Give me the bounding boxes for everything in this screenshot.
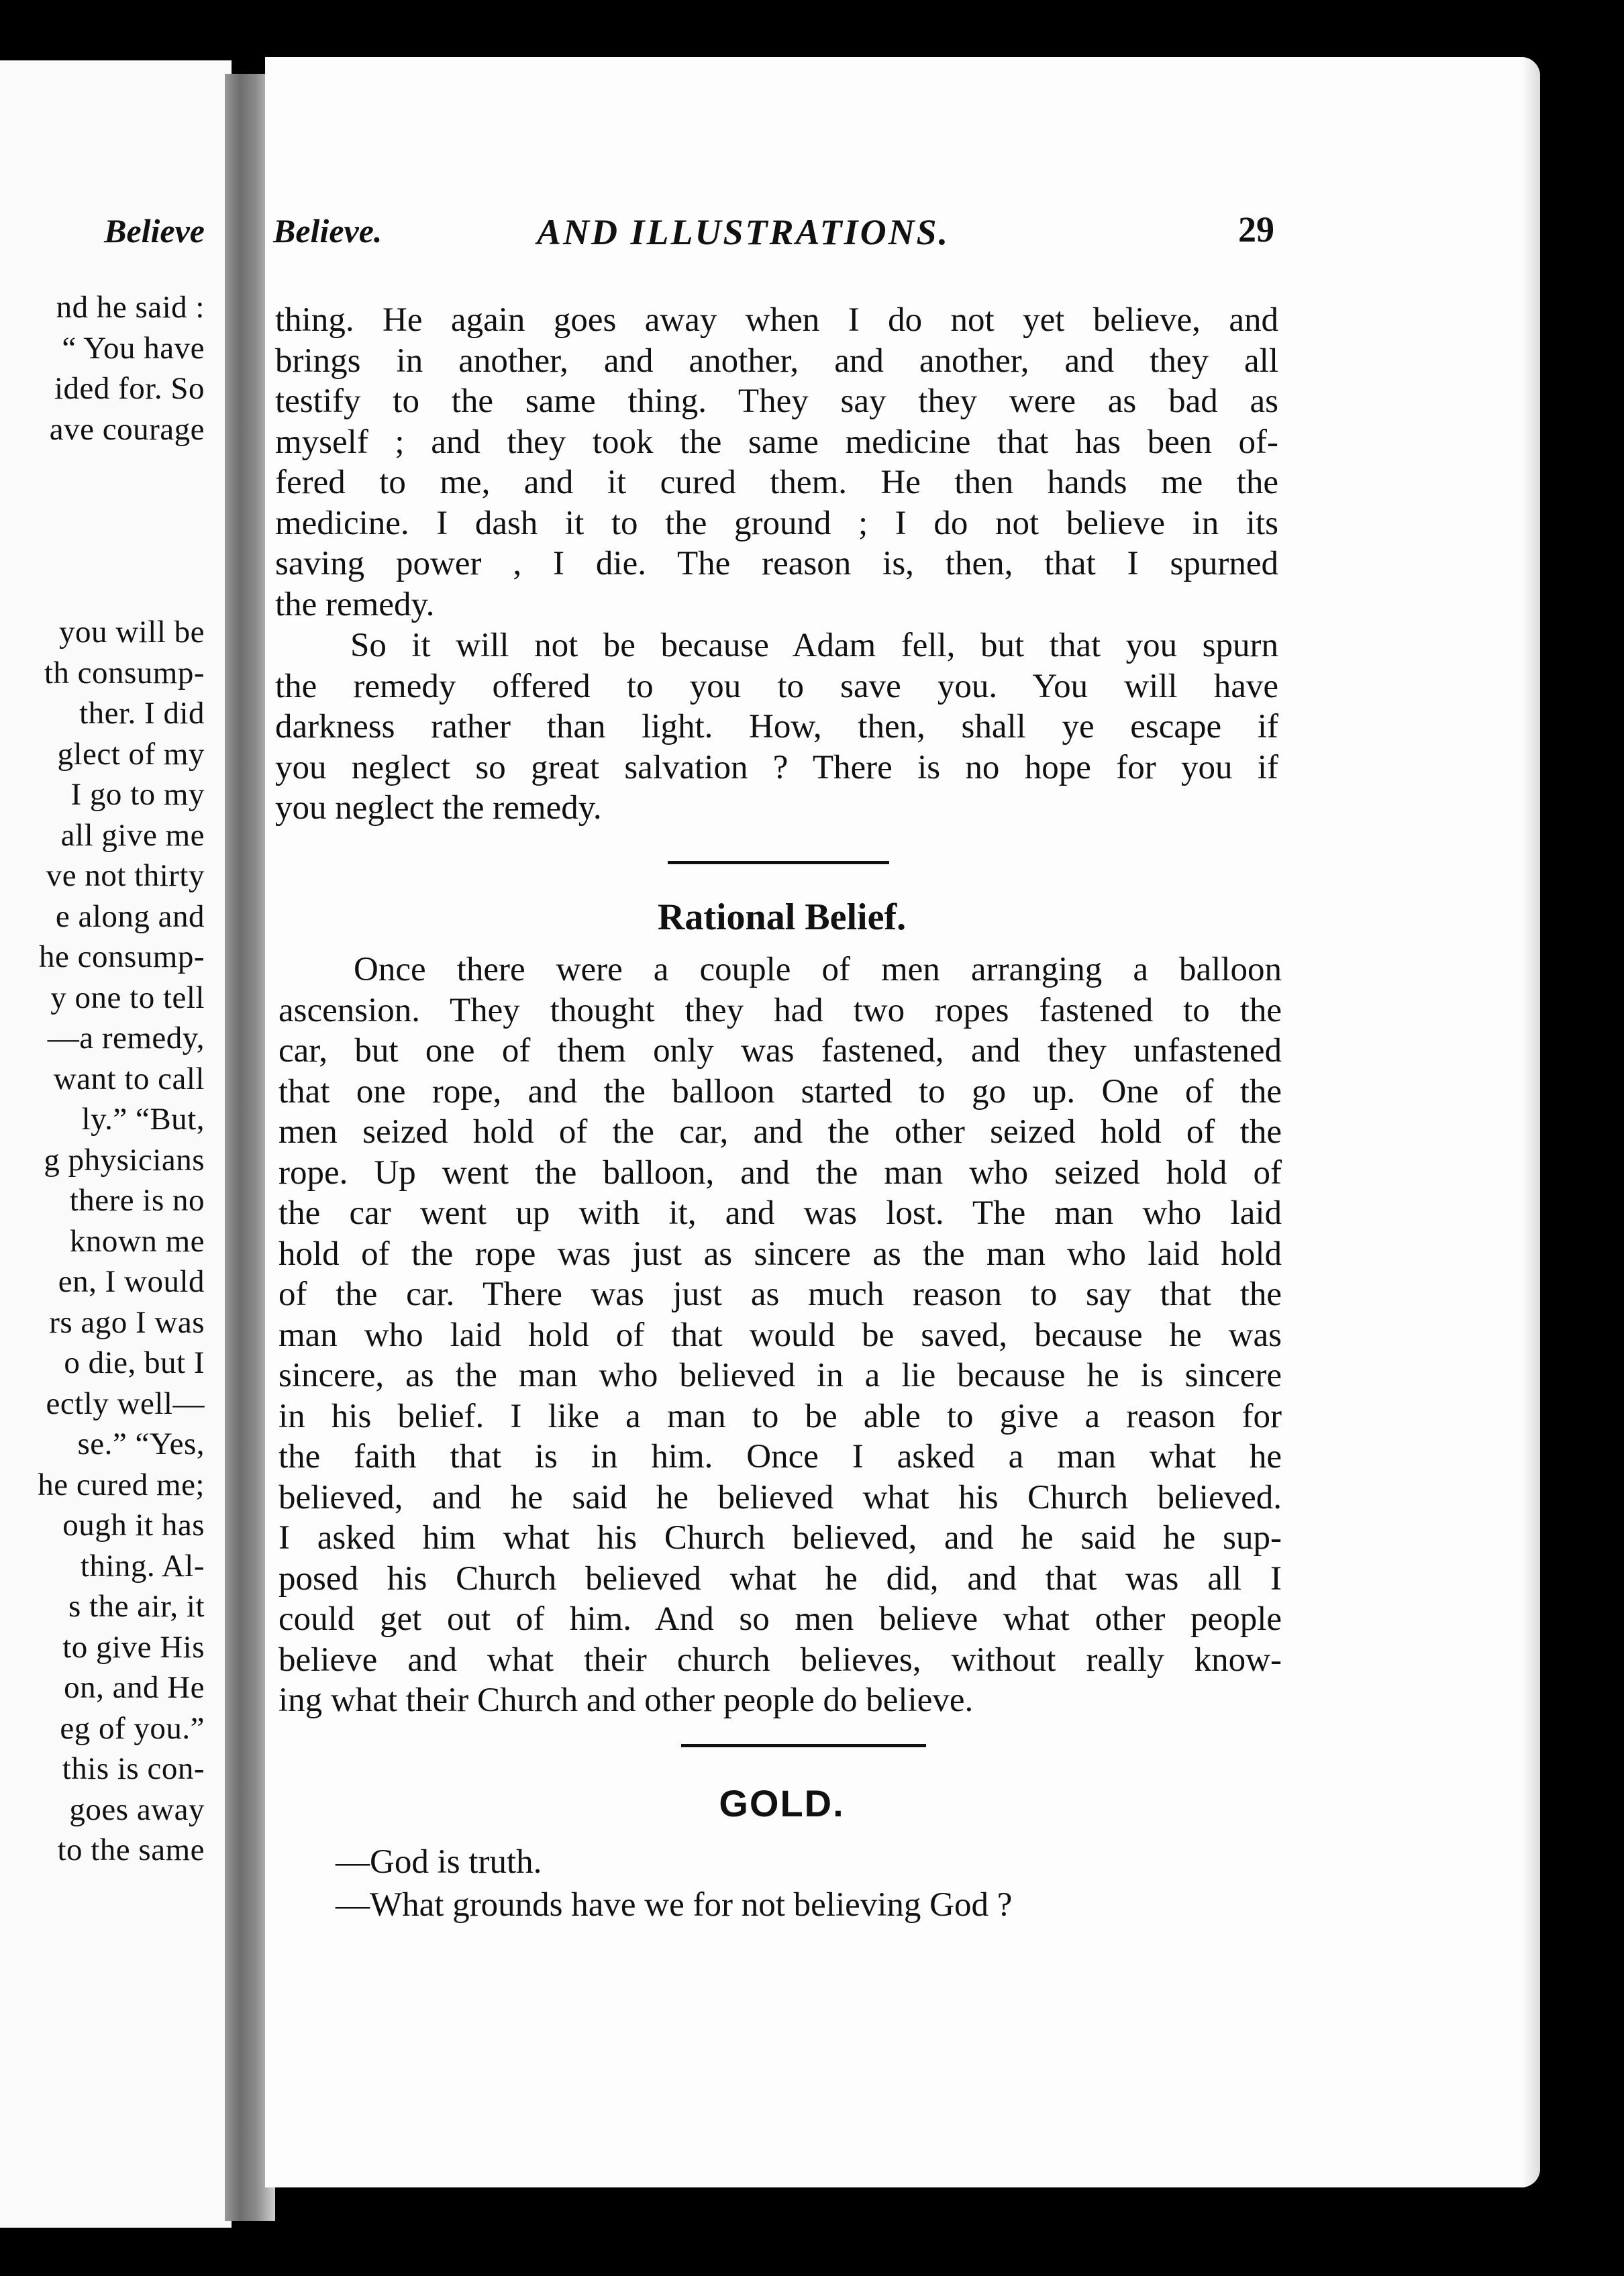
text-line: you neglect so great salvation ? There is no hope for you if: [275, 748, 1278, 786]
section-title: Rational Belief.: [657, 896, 907, 938]
text-line: could get out of him. And so men believe what other people: [278, 1600, 1282, 1638]
text-line: myself ; and they took the same medicine that has been of-: [275, 423, 1278, 461]
text-line: the car went up with it, and was lost. The man who laid: [278, 1194, 1282, 1232]
left-page-line: se.” “Yes,: [77, 1427, 205, 1461]
left-page-line: “ You have: [62, 330, 205, 366]
left-page-line: ave courage: [49, 411, 205, 447]
left-page-line: [0, 490, 205, 531]
left-running-head: Believe: [104, 212, 205, 250]
left-page-line: y one to tell: [50, 980, 205, 1015]
text-line: ascension. They thought they had two ropes fastened to the: [278, 991, 1282, 1029]
text-line: ing what their Church and other people do believe.: [278, 1682, 974, 1719]
left-page: [0, 60, 232, 2228]
text-line: fered to me, and it cured them. He then hands me the: [275, 464, 1278, 501]
left-page-line: rs ago I was: [49, 1304, 205, 1340]
text-line: thing. He again goes away when I do not yet believe, and: [275, 301, 1278, 339]
text-line: sincere, as the man who believed in a lie because he is sincere: [278, 1357, 1282, 1394]
text-line: of the car. There was just as much reason to say that the: [278, 1276, 1282, 1313]
page-edge: [1521, 57, 1540, 2187]
left-page-line: to the same: [57, 1832, 205, 1867]
left-page-text: [0, 287, 205, 1871]
left-page-line: all give me: [60, 817, 205, 853]
left-page-line: eg of you.”: [60, 1710, 205, 1746]
left-page-line: ectly well—: [46, 1386, 205, 1421]
left-page-line: ve not thirty: [46, 858, 205, 893]
left-page-line: want to call: [53, 1061, 205, 1096]
section-divider: [668, 861, 889, 864]
text-line: darkness rather than light. How, then, shall ye escape if: [275, 708, 1278, 745]
left-page-line: he cured me;: [38, 1467, 205, 1502]
left-page-line: o die, but I: [64, 1345, 205, 1380]
left-page-line: thing. Al-: [80, 1548, 205, 1584]
left-page-line: you will be: [59, 615, 205, 650]
left-page-line: ther. I did: [79, 696, 205, 731]
page-number: 29: [1238, 209, 1274, 250]
text-line: you neglect the remedy.: [275, 789, 602, 827]
left-page-line: th consump-: [44, 655, 205, 690]
gold-divider: [681, 1744, 926, 1747]
left-page-line: he consump-: [39, 939, 205, 974]
left-page-line: g physicians: [44, 1142, 205, 1178]
left-page-line: [0, 572, 205, 613]
left-page-line: there is no: [69, 1183, 205, 1218]
text-line: believed, and he said he believed what his Church believed.: [278, 1478, 1282, 1516]
running-head-title: AND ILLUSTRATIONS.: [537, 212, 950, 252]
text-line: the faith that is in him. Once I asked a man what he: [278, 1438, 1282, 1476]
text-line: believe and what their church believes, without really know-: [278, 1641, 1282, 1679]
rational-belief-paragraph: [278, 949, 1282, 1721]
text-line: Once there were a couple of men arranging a balloon: [354, 951, 1282, 988]
text-line: brings in another, and another, and another, and they all: [275, 342, 1278, 380]
left-page-line: goes away: [69, 1792, 205, 1827]
text-line: testify to the same thing. They say they were as bad as: [275, 382, 1278, 420]
continuation-paragraph-2: [275, 625, 1278, 829]
left-page-line: —a remedy,: [47, 1021, 205, 1055]
left-page-line: known me: [69, 1223, 205, 1259]
text-line: the remedy offered to you to save you. You will have: [275, 667, 1278, 705]
left-page-line: ided for. So: [54, 371, 205, 406]
text-line: So it will not be because Adam fell, but that you spurn: [350, 627, 1278, 664]
text-line: in his belief. I like a man to be able to give a reason for: [278, 1397, 1282, 1435]
gold-item: —What grounds have we for not believing God ?: [336, 1886, 1013, 1924]
text-line: man who laid hold of that would be saved, because he was: [278, 1316, 1282, 1354]
left-page-line: s the air, it: [68, 1589, 205, 1624]
left-page-line: [0, 450, 205, 490]
left-page-line: on, and He: [64, 1670, 205, 1705]
gold-item: —God is truth.: [336, 1843, 542, 1881]
text-line: that one rope, and the balloon started to go up. One of the: [278, 1072, 1282, 1110]
text-line: the remedy.: [275, 585, 435, 623]
gold-title: GOLD.: [719, 1782, 845, 1824]
running-head-left: Believe.: [273, 212, 383, 250]
text-line: men seized hold of the car, and the other seized hold of the: [278, 1113, 1282, 1151]
left-page-line: ly.” “But,: [81, 1102, 205, 1137]
right-page: [265, 57, 1540, 2187]
left-page-line: nd he said :: [56, 290, 205, 325]
left-page-line: to give His: [62, 1629, 205, 1665]
text-line: I asked him what his Church believed, and he said he sup-: [278, 1519, 1282, 1557]
continuation-paragraph-1: [275, 300, 1278, 625]
left-page-line: [0, 531, 205, 572]
left-page-line: I go to my: [70, 777, 205, 812]
left-page-line: glect of my: [57, 736, 205, 772]
text-line: medicine. I dash it to the ground ; I do not believe in its: [275, 504, 1278, 542]
left-page-line: this is con-: [62, 1751, 205, 1786]
text-line: saving power , I die. The reason is, then, that I spurned: [275, 545, 1278, 582]
text-line: posed his Church believed what he did, and that was all I: [278, 1559, 1282, 1598]
text-line: rope. Up went the balloon, and the man who seized hold of: [278, 1153, 1282, 1192]
text-line: car, but one of them only was fastened, and they unfastened: [278, 1032, 1282, 1070]
left-page-line: ough it has: [62, 1508, 205, 1543]
gold-list: [336, 1841, 1012, 1926]
left-page-line: e along and: [55, 898, 205, 934]
left-page-line: en, I would: [58, 1264, 205, 1299]
text-line: hold of the rope was just as sincere as the man who laid hold: [278, 1235, 1282, 1273]
